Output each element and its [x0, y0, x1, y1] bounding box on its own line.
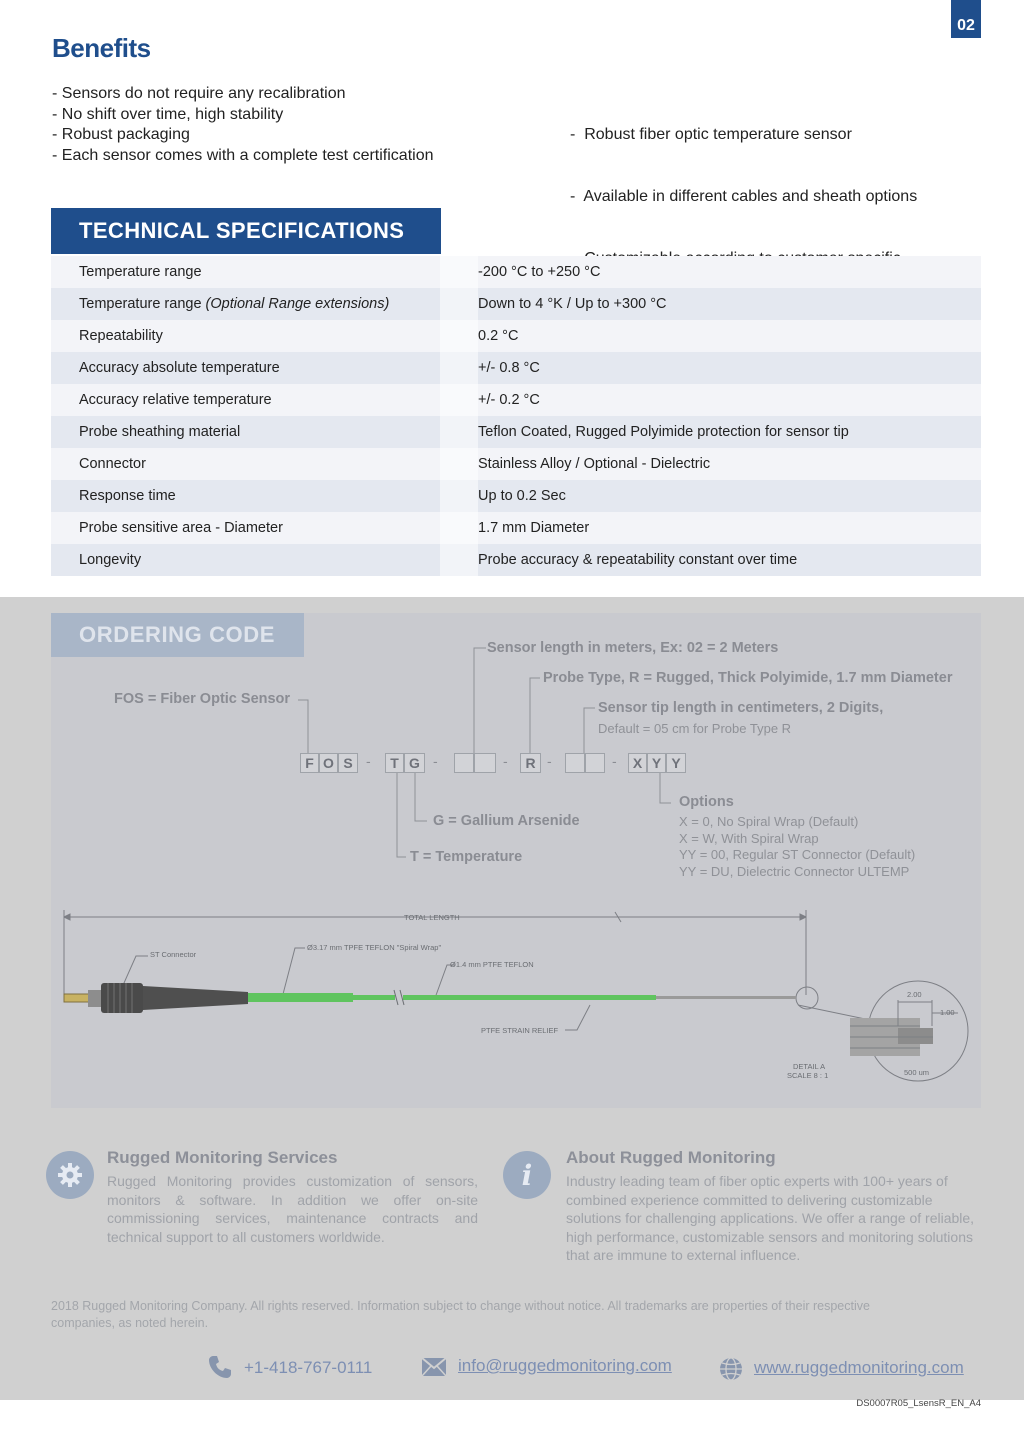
- spec-label: Accuracy absolute temperature: [79, 360, 280, 376]
- spec-value: -200 °C to +250 °C: [478, 264, 601, 280]
- spec-value: Up to 0.2 Sec: [478, 488, 566, 504]
- copyright-text: 2018 Rugged Monitoring Company. All rights reserved. Information subject to change without notice. All trademarks are properties of their respective companies, as noted herein.: [51, 1299, 870, 1330]
- gear-icon: [46, 1151, 94, 1199]
- tip-length-label: Sensor tip length in centimeters, 2 Digits,: [598, 700, 884, 716]
- benefit-item: - Available in different cables and sheath options: [570, 187, 918, 205]
- spiral-wrap-label: Ø3.17 mm TPFE TEFLON "Spiral Wrap": [307, 943, 442, 952]
- spec-label: Accuracy relative temperature: [79, 392, 272, 408]
- spec-label: Probe sheathing material: [79, 424, 241, 440]
- dimension-label: 1.00: [940, 1008, 955, 1017]
- st-connector-label: ST Connector: [150, 950, 197, 959]
- services-text: Rugged Monitoring provides customization of sensors, monitors & software. In addition we offer on-site commissioning services, maintenance contracts and technical support to all customers worldwide.: [107, 1173, 478, 1245]
- option-item: YY = DU, Dielectric Connector ULTEMP: [679, 864, 910, 879]
- teflon-label: Ø1.4 mm PTFE TEFLON: [450, 960, 534, 969]
- ordering-code-title: ORDERING CODE: [51, 613, 304, 657]
- dimension-label: 500 um: [904, 1068, 930, 1077]
- spec-label: Longevity: [79, 552, 142, 568]
- option-item: X = W, With Spiral Wrap: [679, 831, 819, 846]
- strain-relief-label: PTFE STRAIN RELIEF: [481, 1026, 559, 1035]
- code-char-o: O: [319, 753, 338, 773]
- benefit-item: - Sensors do not require any recalibration: [52, 85, 346, 102]
- services-title: Rugged Monitoring Services: [107, 1148, 338, 1167]
- mail-icon: [422, 1358, 446, 1381]
- phone-number: +1-418-767-0111: [244, 1358, 373, 1377]
- code-dash: -: [366, 753, 371, 769]
- option-item: X = 0, No Spiral Wrap (Default): [679, 814, 859, 829]
- gallium-label: G = Gallium Arsenide: [433, 813, 580, 829]
- spec-value: Probe accuracy & repeatability constant over time: [478, 552, 798, 568]
- fos-label: FOS = Fiber Optic Sensor: [114, 691, 291, 707]
- dimension-label: 2.00: [907, 990, 922, 999]
- probe-type-label: Probe Type, R = Rugged, Thick Polyimide, 1.7 mm Diameter: [543, 670, 953, 686]
- specs-section-title: TECHNICAL SPECIFICATIONS: [51, 208, 441, 254]
- code-dash: -: [503, 753, 508, 769]
- tip-default-label: Default = 05 cm for Probe Type R: [598, 721, 792, 736]
- benefit-item: - Each sensor comes with a complete test certification: [52, 146, 434, 164]
- code-char-s: S: [338, 753, 358, 773]
- document-code: DS0007R05_LsensR_EN_A4: [856, 1398, 981, 1409]
- globe-icon: [719, 1357, 743, 1386]
- spec-label: Response time: [79, 488, 176, 504]
- website-link[interactable]: www.ruggedmonitoring.com: [754, 1358, 964, 1377]
- spec-label: Repeatability: [79, 328, 163, 344]
- option-item: YY = 00, Regular ST Connector (Default): [679, 847, 916, 862]
- spec-value: 1.7 mm Diameter: [478, 520, 590, 536]
- spec-label: Probe sensitive area - Diameter: [79, 520, 283, 536]
- options-title: Options: [679, 794, 734, 810]
- code-char-y: Y: [666, 753, 686, 773]
- spec-label: Connector: [79, 456, 146, 472]
- sensor-length-label: Sensor length in meters, Ex: 02 = 2 Meters: [487, 640, 779, 656]
- code-char-x: X: [628, 753, 647, 773]
- spec-value: Stainless Alloy / Optional - Dielectric: [478, 456, 711, 472]
- code-char-g: G: [404, 753, 425, 773]
- spec-value: +/- 0.8 °C: [478, 360, 540, 376]
- code-char-r: R: [520, 753, 541, 773]
- code-char-t: T: [385, 753, 404, 773]
- spec-value: +/- 0.2 °C: [478, 392, 540, 408]
- email-link[interactable]: info@ruggedmonitoring.com: [458, 1356, 672, 1375]
- code-char-y: Y: [647, 753, 666, 773]
- benefits-title: Benefits: [52, 33, 151, 63]
- scale-label: SCALE 8 : 1: [787, 1071, 829, 1080]
- phone-icon: [207, 1354, 233, 1385]
- detail-label: DETAIL A: [793, 1062, 826, 1071]
- spec-label: Temperature range: [79, 264, 202, 280]
- code-dash: -: [433, 753, 438, 769]
- spec-label: Temperature range: [79, 296, 206, 312]
- spec-value: Teflon Coated, Rugged Polyimide protection for sensor tip: [478, 424, 849, 440]
- benefit-item: - Robust packaging: [52, 126, 190, 144]
- temperature-label: T = Temperature: [410, 849, 523, 865]
- benefit-item: - No shift over time, high stability: [52, 105, 284, 123]
- benefit-item: - Robust fiber optic temperature sensor: [570, 126, 852, 144]
- code-char-f: F: [300, 753, 319, 773]
- code-dash: -: [612, 753, 617, 769]
- code-dash: -: [547, 753, 552, 769]
- spec-label-note: (Optional Range extensions): [205, 296, 390, 312]
- page-number: 02: [951, 0, 981, 38]
- about-title: About Rugged Monitoring: [566, 1148, 776, 1167]
- spec-value: 0.2 °C: [478, 328, 519, 344]
- info-icon: i: [503, 1151, 551, 1199]
- about-text: Industry leading team of fiber optic experts with 100+ years of combined experience committed to delivering customizable solutions for challenging applications. We offer a range of reliable, high performance, customizable sensors and monitoring solutions that are immune to external influence.: [566, 1173, 975, 1264]
- total-length-label: TOTAL LENGTH: [404, 913, 460, 922]
- spec-value: Down to 4 °K / Up to +300 °C: [478, 296, 667, 312]
